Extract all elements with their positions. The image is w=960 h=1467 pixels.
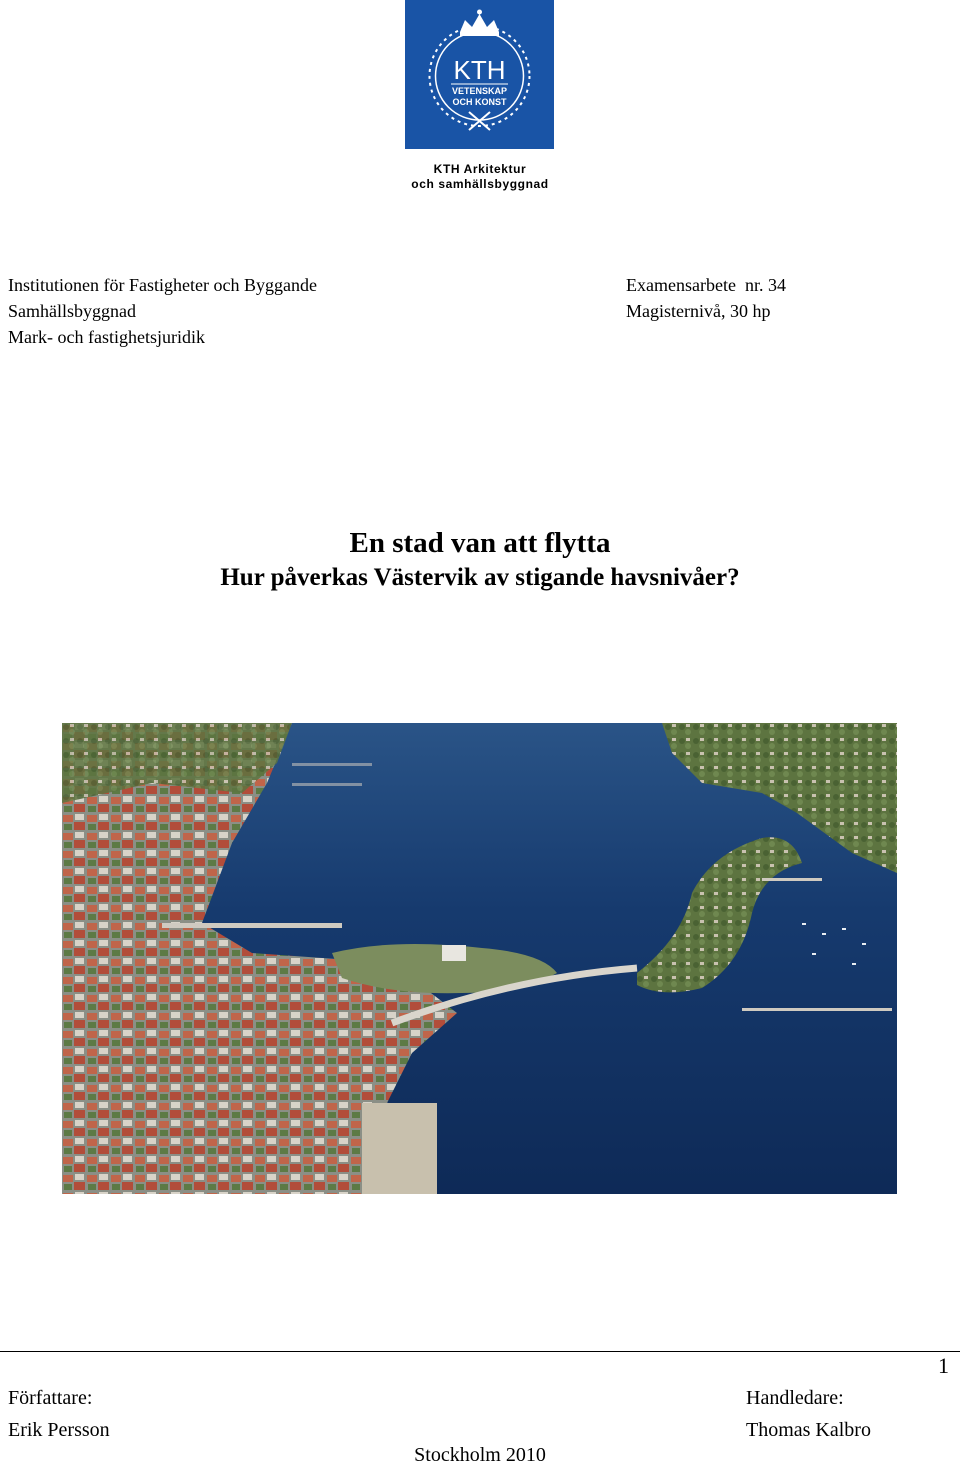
supervisor-name: Thomas Kalbro [746,1419,871,1441]
thesis-info [626,272,786,324]
thesis-level: Magisternivå, 30 hp [626,301,771,321]
page-number: 1 [938,1353,949,1378]
logo-line1-text: VETENSKAP [451,86,508,96]
kth-crown-wreath-logo-icon [405,0,554,149]
thesis-title: En stad van att flytta [349,527,611,559]
thesis-subtitle: Hur påverkas Västervik av stigande havsnivåer? [220,564,740,591]
department-line: Institutionen för Fastigheter och Byggande [8,275,317,295]
kth-logo [405,0,554,149]
logo-line2-text: OCH KONST [452,97,507,107]
aerial-photo-vastervik-image [62,723,897,1194]
school-name-line2: och samhällsbyggnad [411,177,549,191]
aerial-photo [62,723,897,1194]
school-name-line1: KTH Arkitektur [433,162,527,176]
supervisor-label: Handledare: [746,1387,844,1409]
place-and-year: Stockholm 2010 [414,1444,546,1466]
footer-divider [0,1351,960,1352]
author-label: Författare: [8,1387,93,1409]
subject-line: Mark- och fastighetsjuridik [8,327,205,347]
logo-kth-text: KTH [453,55,506,85]
thesis-number: Examensarbete nr. 34 [626,275,786,295]
division-line: Samhällsbyggnad [8,301,136,321]
department-info [8,272,317,350]
author-name: Erik Persson [8,1419,110,1441]
school-name [380,162,580,192]
